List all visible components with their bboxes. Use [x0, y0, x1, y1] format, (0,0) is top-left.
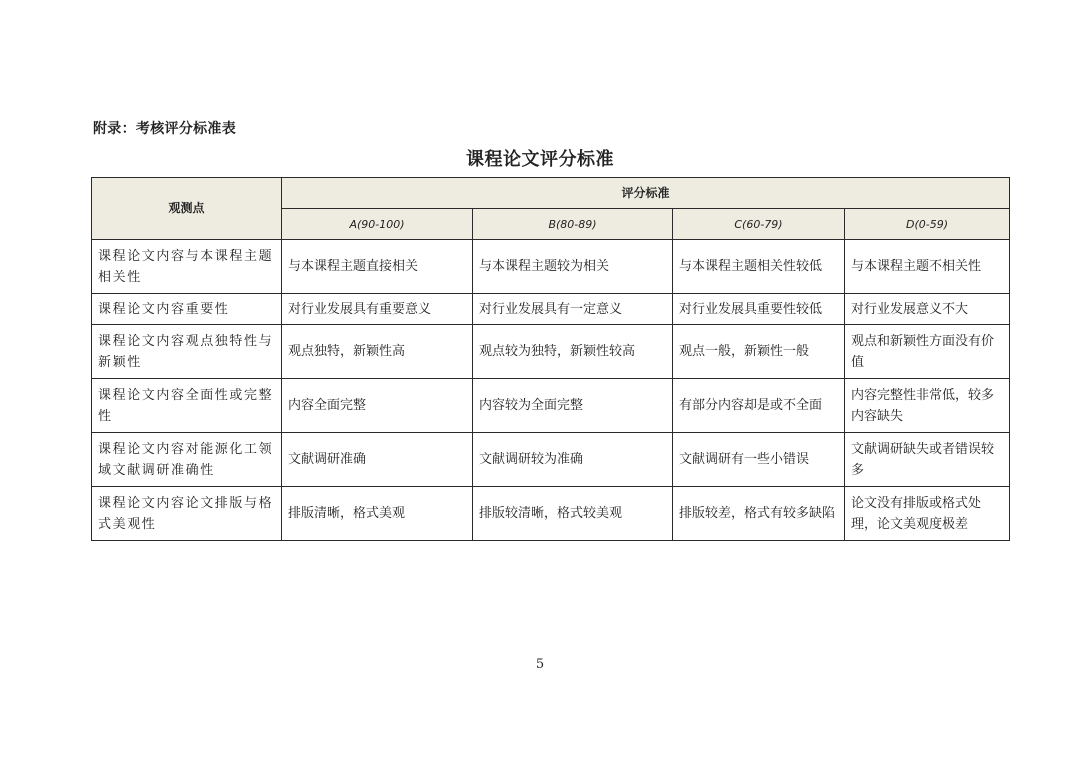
- grade-c-cell: 有部分内容却是或不全面: [673, 379, 845, 433]
- observation-point: 课程论文内容重要性: [92, 294, 282, 325]
- grade-c-cell: 观点一般，新颖性一般: [673, 325, 845, 379]
- grade-a-cell: 与本课程主题直接相关: [282, 240, 473, 294]
- grade-a-cell: 文献调研准确: [282, 433, 473, 487]
- table-row: [92, 433, 1010, 487]
- grade-b-header: B(80-89): [473, 209, 673, 240]
- grade-a-cell: 内容全面完整: [282, 379, 473, 433]
- grade-c-cell: 文献调研有一些小错误: [673, 433, 845, 487]
- table-title: 课程论文评分标准: [466, 149, 614, 170]
- grade-a-cell: 对行业发展具有重要意义: [282, 294, 473, 325]
- grade-b-cell: 排版较清晰，格式较美观: [473, 487, 673, 541]
- grade-a-header: A(90-100): [282, 209, 473, 240]
- table-row: [92, 240, 1010, 294]
- grade-d-cell: 对行业发展意义不大: [845, 294, 1010, 325]
- table-row: [92, 325, 1010, 379]
- grade-d-cell: 内容完整性非常低，较多内容缺失: [845, 379, 1010, 433]
- page-number: 5: [535, 657, 545, 672]
- grade-d-cell: 论文没有排版或格式处理，论文美观度极差: [845, 487, 1010, 541]
- grade-d-cell: 文献调研缺失或者错误较多: [845, 433, 1010, 487]
- grade-d-header: D(0-59): [845, 209, 1010, 240]
- grade-c-header: C(60-79): [673, 209, 845, 240]
- observation-point-header: 观测点: [92, 178, 282, 240]
- criteria-header: 评分标准: [282, 178, 1010, 209]
- observation-point: 课程论文内容观点独特性与新颖性: [92, 325, 282, 379]
- grade-b-cell: 对行业发展具有一定意义: [473, 294, 673, 325]
- grade-c-cell: 对行业发展具重要性较低: [673, 294, 845, 325]
- table-row: [92, 294, 1010, 325]
- observation-point: 课程论文内容与本课程主题相关性: [92, 240, 282, 294]
- appendix-heading: 附录：考核评分标准表: [93, 121, 236, 137]
- table-row: [92, 487, 1010, 541]
- observation-point: 课程论文内容论文排版与格式美观性: [92, 487, 282, 541]
- grade-c-cell: 与本课程主题相关性较低: [673, 240, 845, 294]
- grade-b-cell: 文献调研较为准确: [473, 433, 673, 487]
- grade-b-cell: 观点较为独特，新颖性较高: [473, 325, 673, 379]
- grade-b-cell: 与本课程主题较为相关: [473, 240, 673, 294]
- grading-criteria-table: [91, 177, 1010, 541]
- grade-d-cell: 与本课程主题不相关性: [845, 240, 1010, 294]
- grade-a-cell: 排版清晰，格式美观: [282, 487, 473, 541]
- grade-c-cell: 排版较差，格式有较多缺陷: [673, 487, 845, 541]
- table-row: [92, 379, 1010, 433]
- observation-point: 课程论文内容全面性或完整性: [92, 379, 282, 433]
- grade-d-cell: 观点和新颖性方面没有价值: [845, 325, 1010, 379]
- observation-point: 课程论文内容对能源化工领域文献调研准确性: [92, 433, 282, 487]
- grade-b-cell: 内容较为全面完整: [473, 379, 673, 433]
- grade-a-cell: 观点独特，新颖性高: [282, 325, 473, 379]
